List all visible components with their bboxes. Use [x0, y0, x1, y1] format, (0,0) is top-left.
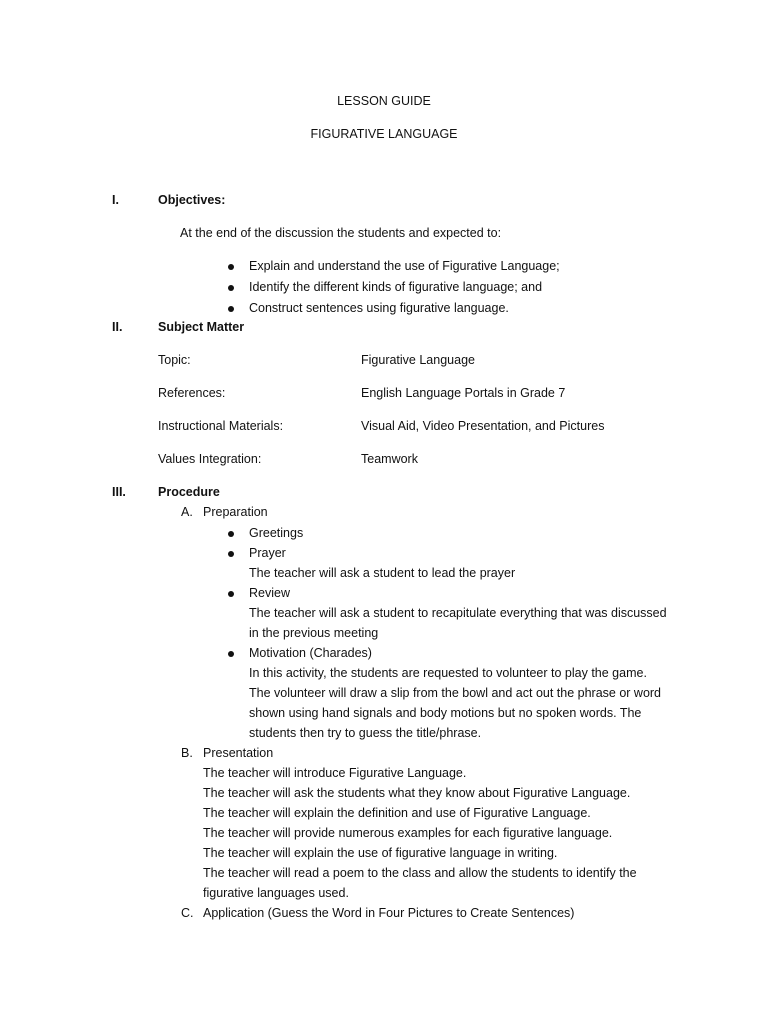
subject-label-references: References:: [158, 386, 226, 400]
preparation-item-desc: In this activity, the students are requested to volunteer to play the game.: [249, 666, 647, 680]
section-heading-subject-matter: Subject Matter: [158, 320, 245, 334]
presentation-line: The teacher will explain the use of figurative language in writing.: [203, 846, 558, 860]
presentation-line: The teacher will provide numerous examples for each figurative language.: [203, 826, 613, 840]
presentation-line: The teacher will ask the students what they know about Figurative Language.: [203, 786, 631, 800]
presentation-line: The teacher will introduce Figurative Language.: [203, 766, 467, 780]
presentation-line: figurative languages used.: [203, 886, 349, 900]
bullet-icon: [228, 591, 234, 597]
bullet-icon: [228, 285, 234, 291]
presentation-line: The teacher will explain the definition and use of Figurative Language.: [203, 806, 591, 820]
procedure-title-preparation: Preparation: [203, 505, 268, 519]
document-subtitle: FIGURATIVE LANGUAGE: [310, 127, 458, 141]
preparation-item-desc: The teacher will ask a student to lead the prayer: [249, 566, 516, 580]
presentation-line: The teacher will read a poem to the class and allow the students to identify the: [203, 866, 637, 880]
section-numeral-objectives: I.: [112, 193, 119, 207]
bullet-icon: [228, 306, 234, 312]
preparation-item-desc: students then try to guess the title/phrase.: [249, 726, 482, 740]
subject-value-values: Teamwork: [361, 452, 418, 466]
objective-item: Explain and understand the use of Figurative Language;: [249, 259, 560, 273]
preparation-item-label: Greetings: [249, 526, 304, 540]
procedure-letter-b: B.: [181, 746, 193, 760]
procedure-title-application: Application (Guess the Word in Four Pictures to Create Sentences): [203, 906, 575, 920]
subject-label-topic: Topic:: [158, 353, 191, 367]
preparation-item-desc: The volunteer will draw a slip from the bowl and act out the phrase or word: [249, 686, 662, 700]
section-heading-procedure: Procedure: [158, 485, 220, 499]
bullet-icon: [228, 551, 234, 557]
bullet-icon: [228, 264, 234, 270]
objective-item: Identify the different kinds of figurative language; and: [249, 280, 543, 294]
bullet-icon: [228, 651, 234, 657]
section-heading-objectives: Objectives:: [158, 193, 226, 207]
objective-item: Construct sentences using figurative language.: [249, 301, 509, 315]
procedure-title-presentation: Presentation: [203, 746, 274, 760]
subject-label-materials: Instructional Materials:: [158, 419, 284, 433]
preparation-item-desc: shown using hand signals and body motions but no spoken words. The: [249, 706, 642, 720]
preparation-item-label: Review: [249, 586, 290, 600]
subject-label-values: Values Integration:: [158, 452, 262, 466]
subject-value-materials: Visual Aid, Video Presentation, and Pictures: [361, 419, 605, 433]
document-title: LESSON GUIDE: [337, 94, 431, 108]
subject-value-topic: Figurative Language: [361, 353, 475, 367]
preparation-item-desc: in the previous meeting: [249, 626, 379, 640]
procedure-letter-c: C.: [181, 906, 194, 920]
section-numeral-subject-matter: II.: [112, 320, 123, 334]
objectives-intro: At the end of the discussion the students and expected to:: [180, 226, 502, 240]
procedure-letter-a: A.: [181, 505, 193, 519]
bullet-icon: [228, 531, 234, 537]
section-numeral-procedure: III.: [112, 485, 126, 499]
preparation-item-label: Prayer: [249, 546, 286, 560]
subject-value-references: English Language Portals in Grade 7: [361, 386, 566, 400]
preparation-item-label: Motivation (Charades): [249, 646, 372, 660]
preparation-item-desc: The teacher will ask a student to recapitulate everything that was discussed: [249, 606, 667, 620]
